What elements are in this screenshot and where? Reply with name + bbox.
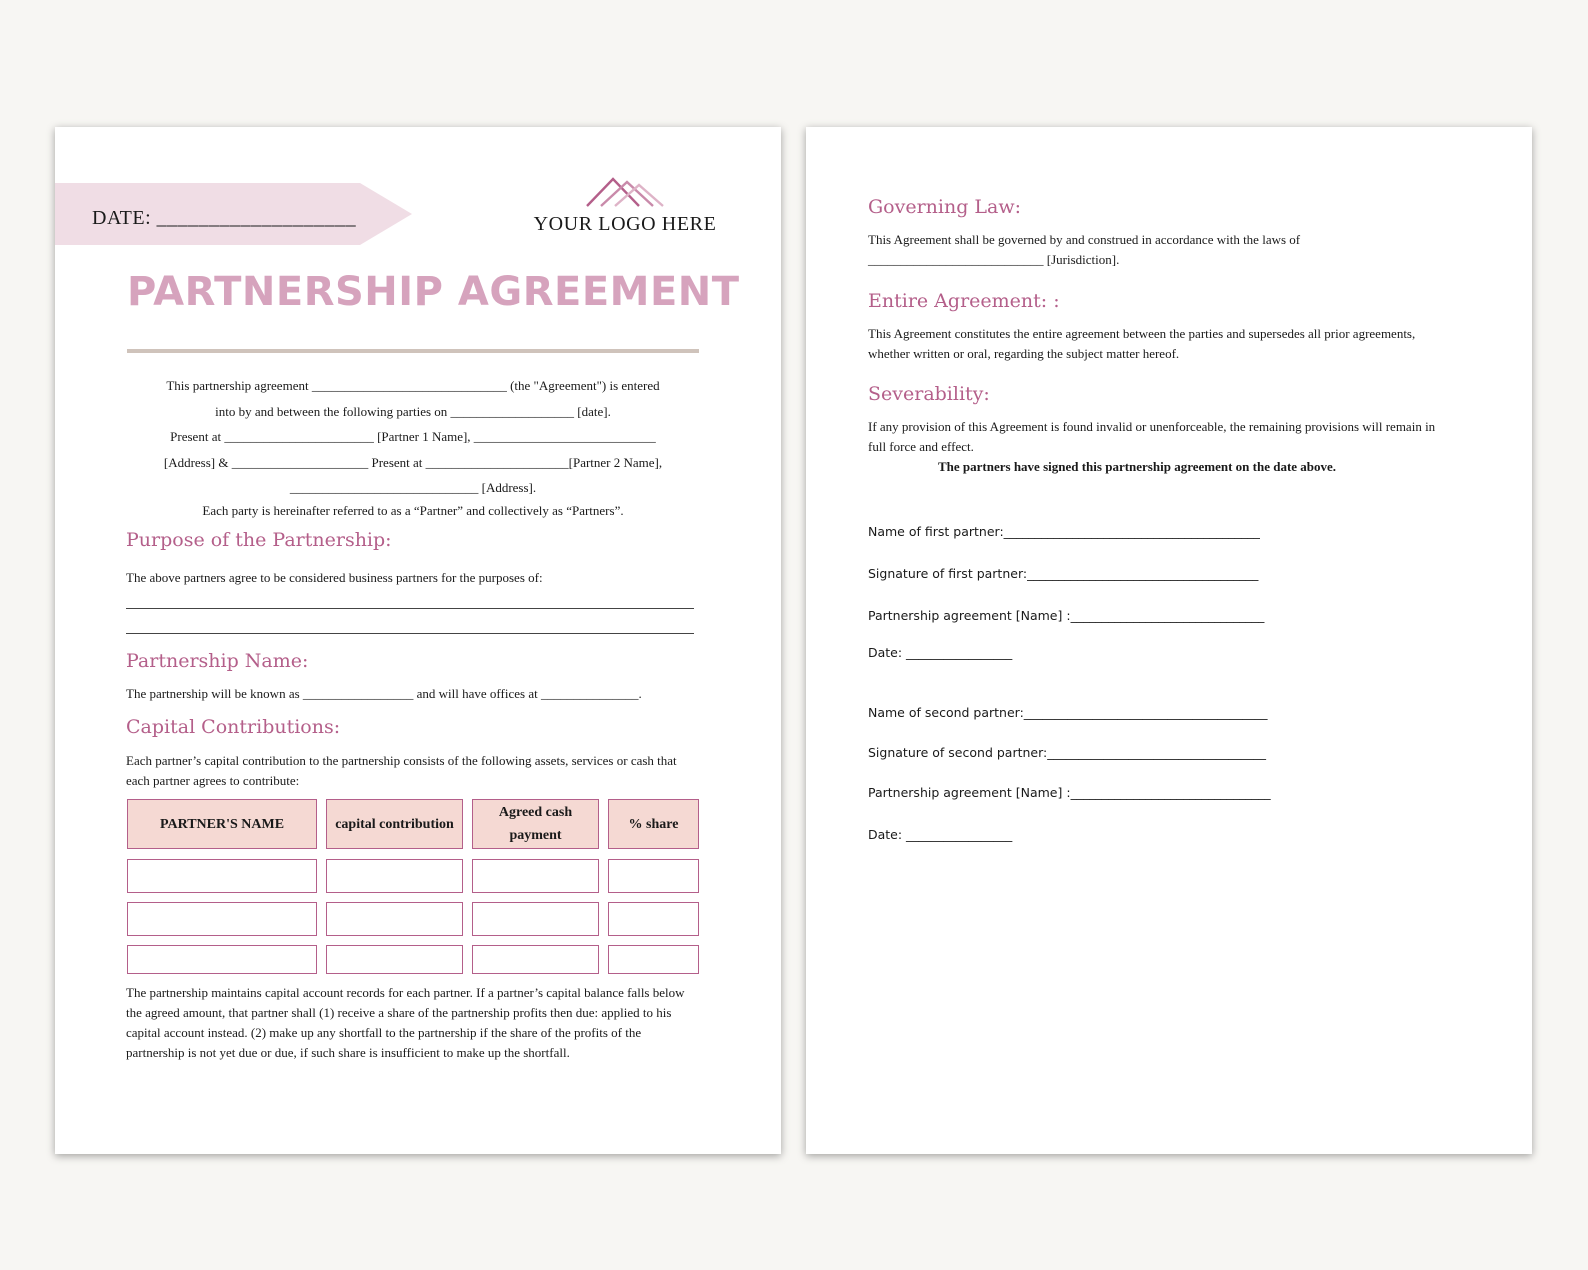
partnership-name-heading: Partnership Name: [126,650,309,672]
first-partner-agreement-name-field[interactable]: Partnership agreement [Name] :_______________________________ [868,608,1265,623]
governing-law-text: This Agreement shall be governed by and construed in accordance with the laws of ___________________________ [Jurisdiction]. [868,232,1301,267]
intro-line: Present at _______________________ [Partner 1 Name], ____________________________ [170,429,656,444]
column-header-capital-contribution: capital contribution [326,799,463,849]
mountain-logo-icon [583,173,667,209]
table-cell[interactable] [127,945,317,974]
date-banner [55,183,415,245]
first-partner-name-field[interactable]: Name of first partner:_________________________________________ [868,524,1260,539]
purpose-blank-line-1[interactable] [126,608,694,609]
intro-paragraph [127,373,699,521]
purpose-blank-line-2[interactable] [126,633,694,634]
column-header-cash-payment: Agreed cash payment [472,799,599,849]
table-cell[interactable] [127,902,317,936]
document-title: PARTNERSHIP AGREEMENT [127,269,740,315]
intro-line: _____________________________ [Address]. [289,480,537,495]
table-cell[interactable] [472,902,599,936]
entire-agreement-text: This Agreement constitutes the entire agreement between the parties and supersedes all prior agreements, whether written or oral, regarding the subject matter hereof. [868,326,1416,361]
purpose-heading: Purpose of the Partnership: [126,529,392,551]
capital-text: Each partner’s capital contribution to the partnership consists of the following assets, services or cash that each partner agrees to contribute: [126,753,677,788]
table-cell[interactable] [326,902,463,936]
logo-text: YOUR LOGO HERE [533,213,717,235]
capital-footer-text: The partnership maintains capital account records for each partner. If a partner’s capital balance falls below the agreed amount, that partner shall (1) receive a share of the partnership profits then due: applied to his capital account instead. (2) make up any shortfall to the partnership if the share of the profits of the partnership is not yet due or due, if such share is insufficient to make up the shortfall. [126,985,685,1060]
second-partner-name-field[interactable]: Name of second partner:_______________________________________ [868,705,1268,720]
title-divider [127,349,699,353]
page-one [55,127,781,1154]
second-partner-agreement-name-field[interactable]: Partnership agreement [Name] :________________________________ [868,785,1271,800]
table-cell[interactable] [472,859,599,893]
table-cell[interactable] [326,859,463,893]
partnership-name-text: The partnership will be known as _________________ and will have offices at _______________. [126,686,642,701]
governing-law-heading: Governing Law: [868,196,1022,218]
table-cell[interactable] [608,945,699,974]
second-partner-date-field[interactable]: Date: _________________ [868,827,1013,842]
date-field-label[interactable]: DATE: ___________________ [92,207,357,229]
intro-line: into by and between the following parties on ___________________ [date]. [215,403,611,419]
table-cell[interactable] [608,902,699,936]
severability-text: If any provision of this Agreement is found invalid or unenforceable, the remaining provisions will remain in full force and effect. [868,419,1436,454]
table-cell[interactable] [127,859,317,893]
table-cell[interactable] [608,859,699,893]
table-cell[interactable] [472,945,599,974]
entire-agreement-heading: Entire Agreement: : [868,290,1060,312]
intro-line: [Address] & _____________________ Present at ______________________[Partner 2 Name], [163,454,663,470]
logo-placeholder [525,173,725,236]
table-cell[interactable] [326,945,463,974]
capital-heading: Capital Contributions: [126,716,341,738]
intro-line: This partnership agreement ______________________________ (the "Agreement") is entered [166,378,660,393]
intro-line: Each party is hereinafter referred to as a “Partner” and collectively as “Partners”. [202,502,624,518]
column-header-share: % share [608,799,699,849]
second-partner-signature-field[interactable]: Signature of second partner:___________________________________ [868,745,1266,760]
severability-heading: Severability: [868,383,990,405]
column-header-partner-name: PARTNER'S NAME [127,799,317,849]
first-partner-signature-field[interactable]: Signature of first partner:_____________________________________ [868,566,1259,581]
purpose-text: The above partners agree to be considered business partners for the purposes of: [126,570,543,585]
first-partner-date-field[interactable]: Date: _________________ [868,645,1013,660]
signed-note: The partners have signed this partnership agreement on the date above. [938,459,1337,474]
page-two [806,127,1532,1154]
